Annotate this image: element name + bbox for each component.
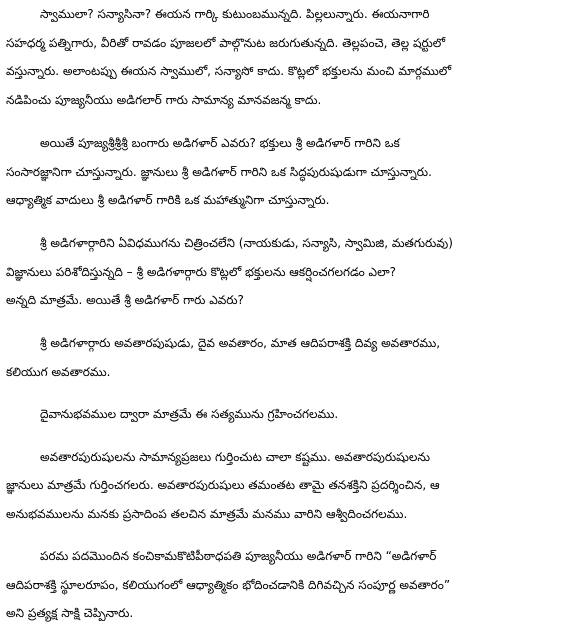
paragraph-3-line-3: అన్నది మాత్రమే. అయితే శ్రీ అడిగళార్ గారు ఎవరు? — [6, 293, 244, 307]
paragraph-6-line-3: అనుభవములను మనకు ప్రసాదింప తలచిన మాత్రమే మనము వారిని ఆశ్వీదించగలము. — [6, 507, 408, 521]
paragraph-6-line-1: అవతారపురుషులను సామాన్యప్రజలు గుర్తించుట చాలా కష్టము. అవతారపురుషులను — [40, 450, 430, 464]
paragraph-2-line-1: అయితే పూజ్యశ్రీశ్రీశ్రీ బంగారు అడిగళార్ ఎవరు? భక్తులు శ్రీ అడిగళార్ గారిని ఒక — [40, 136, 400, 150]
paragraph-6-line-2: జ్ఞానులు మాత్రమే గుర్తించగలరు. అవతారపురుషులు తమంతట తామై తనశక్తిని ప్రదర్శించిన, ఆ — [6, 478, 440, 492]
paragraph-1-line-2: సహధర్మ పత్నిగారు, వీరితో రావడం పూజలలో పాల్గొనుట జరుగుతున్నది. తెల్లపంచె, తెల్ల షర్టులో — [6, 36, 446, 50]
paragraph-7-line-3: అని ప్రత్యక్ష సాక్షి చెప్పినారు. — [6, 606, 134, 620]
paragraph-7-line-1: పరమ పదమొందిన కంచికామకొటిపీఠాధపతి పూజ్యనీయు అడిగళార్ గారిని “అడిగళార్ — [40, 549, 437, 563]
paragraph-7-line-2: ఆదిపరాశక్తి స్థూలరూపం, కలియుగంలో ఆధ్యాత్మికం భోదించడానికి దిగివచ్చిన సంపూర్ణ అవతారం” — [6, 578, 451, 592]
paragraph-2-line-2: సంసారజ్ఞానిగా చూస్తున్నారు. జ్ఞానులు శ్రీ అడిగళార్ గారిని ఒక సిద్ధపురుషుడుగా చూస్తున్నారు. — [6, 165, 432, 179]
paragraph-4-line-2: కలియుగ అవతారము. — [6, 365, 111, 379]
paragraph-3-line-1: శ్రీ అడిగళార్గారిని ఏవిధముగను చిత్రించలేని (నాయకుడు, సన్యాసి, స్వామిజి, మతగురువు) — [40, 236, 453, 250]
paragraph-4-line-1: శ్రీ అడిగళార్గారు అవతారపుషుడు, దైవ అవతారం, మాత ఆదిపరాశక్తి దివ్య అవతారము, — [40, 336, 441, 350]
paragraph-5-line-1: దైవానుభవముల ద్వారా మాత్రమే ఈ సత్యమును గ్రహించగలము. — [40, 407, 339, 421]
paragraph-3-line-2: విజ్ఞానులు పరిశోదిస్తున్నది – శ్రీ అడిగళార్గారు కొట్లలో భక్తులను ఆకర్షించగలగడం ఎలా? — [6, 265, 397, 279]
paragraph-1-line-1: స్వాములా? సన్యాసినా? ఈయన గార్కి కుటుంబమున్నది. పిల్లలున్నారు. ఈయనాగారి — [40, 7, 430, 21]
paragraph-1-line-4: నడిపించు పూజ్యనీయు అడిగలార్ గారు సామాన్య మానవజన్మ కాదు. — [6, 93, 322, 107]
paragraph-2-line-3: ఆధ్యాత్మిక వాదులు శ్రీ అడిగళార్ గారికి ఒక మహాత్మునిగా చూస్తున్నారు. — [6, 193, 330, 207]
paragraph-1-line-3: వస్తున్నారు. అలాంటప్పు ఈయన స్వాములో, సన్యాసో కాదు. కొట్లలో భక్తులను మంచి మార్గములో — [6, 64, 452, 78]
